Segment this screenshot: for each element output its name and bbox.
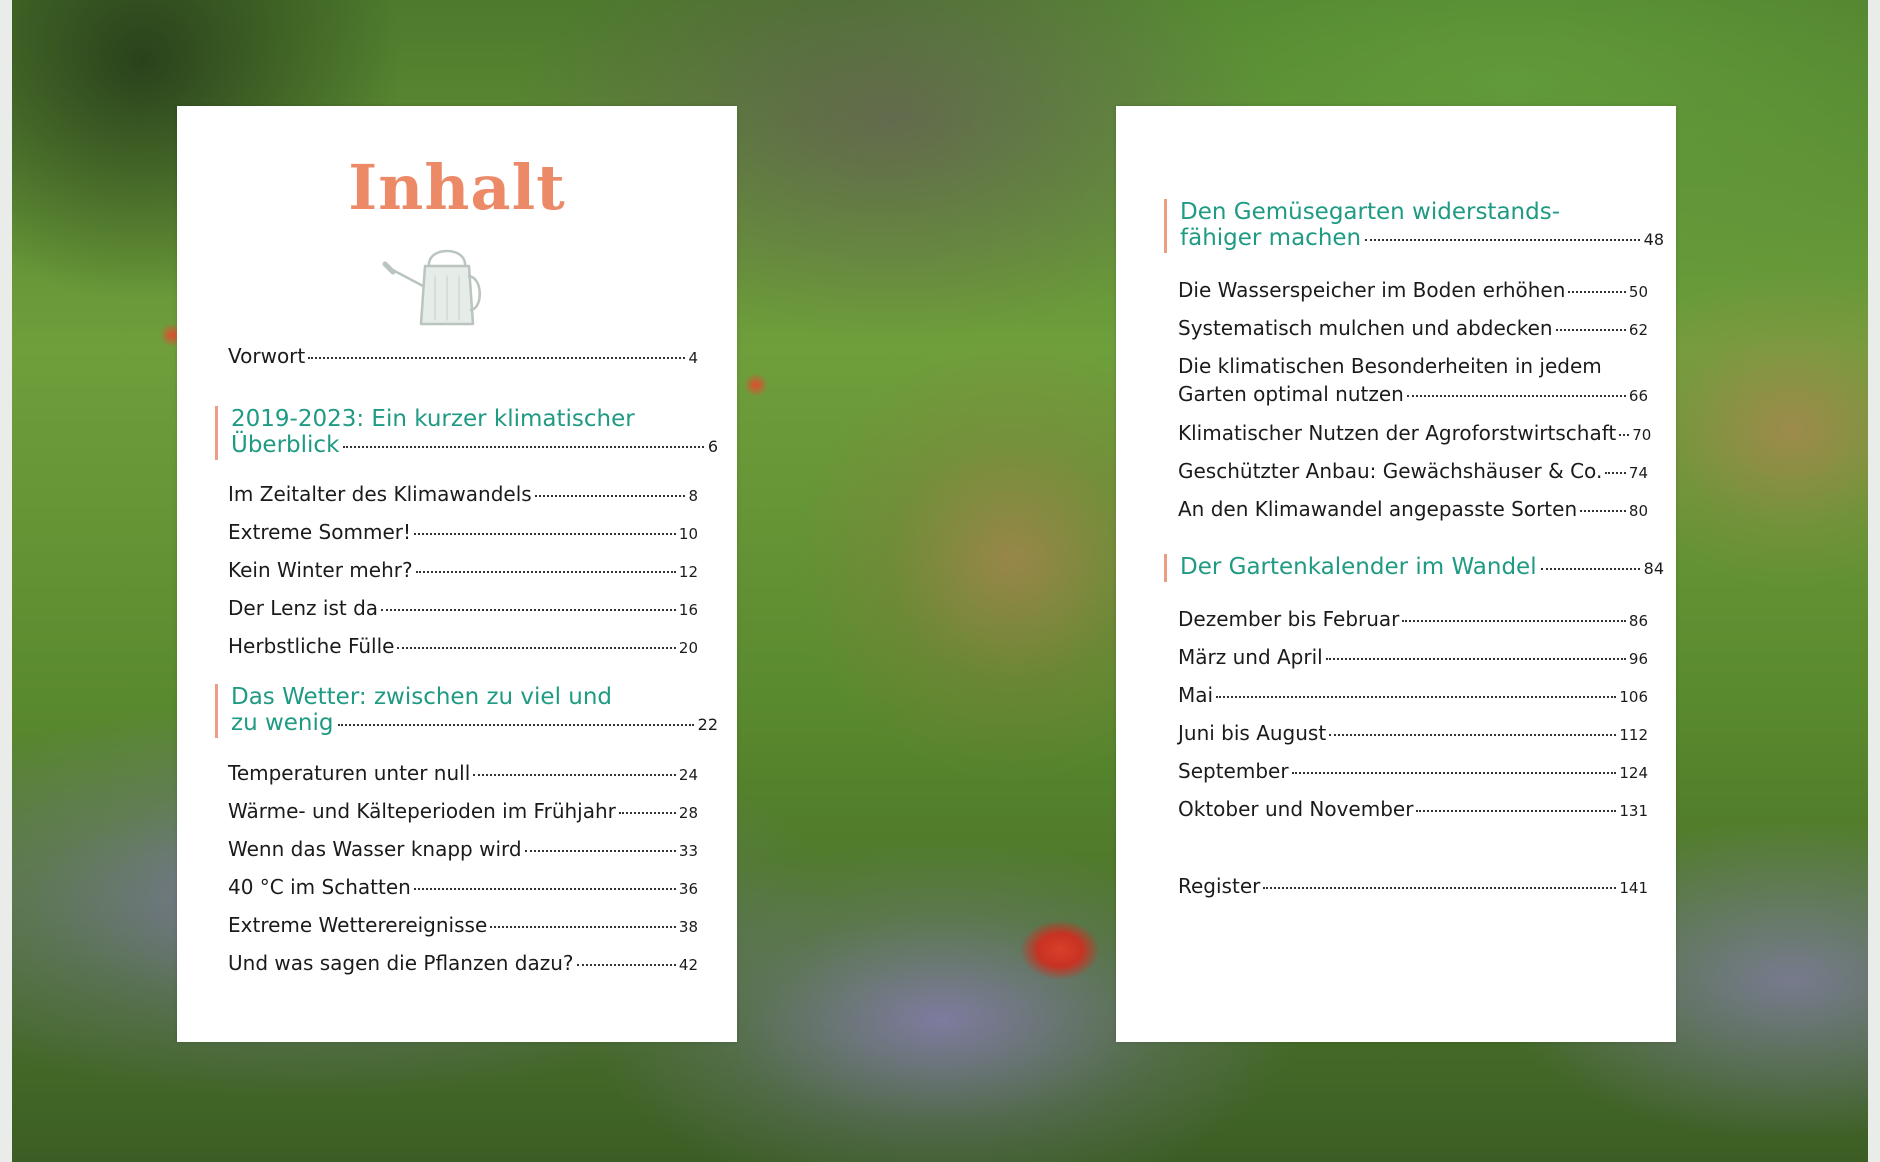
toc-entry[interactable]: Und was sagen die Pflanzen dazu? 42 bbox=[228, 951, 698, 975]
chapter-title-line2: Überblick bbox=[231, 432, 340, 458]
toc-entry[interactable]: Temperaturen unter null 24 bbox=[228, 761, 698, 785]
toc-entry[interactable]: Herbstliche Fülle 20 bbox=[228, 634, 698, 658]
toc-chapter-heading[interactable] bbox=[215, 684, 718, 738]
chapter-title-line2: zu wenig bbox=[231, 710, 334, 736]
toc-entry[interactable]: Klimatischer Nutzen der Agroforstwirtschaft 70 bbox=[1178, 421, 1652, 445]
toc-entry[interactable]: Mai 106 bbox=[1178, 683, 1648, 707]
chapter-title-line1: 2019-2023: Ein kurzer klimatischer bbox=[231, 406, 635, 432]
chapter-page-number: 84 bbox=[1643, 559, 1664, 578]
toc-right-page bbox=[1116, 106, 1676, 1042]
toc-entry[interactable]: September 124 bbox=[1178, 759, 1648, 783]
toc-entry[interactable]: Die Wasserspeicher im Boden erhöhen 50 bbox=[1178, 278, 1648, 302]
toc-entry[interactable]: Wärme- und Kälteperioden im Frühjahr 28 bbox=[228, 799, 698, 823]
toc-entry[interactable]: Wenn das Wasser knapp wird 33 bbox=[228, 837, 698, 861]
toc-entry[interactable]: Im Zeitalter des Klimawandels 8 bbox=[228, 482, 698, 506]
toc-entry[interactable]: Juni bis August 112 bbox=[1178, 721, 1648, 745]
toc-chapter-heading[interactable] bbox=[1164, 554, 1664, 582]
watering-can-icon bbox=[377, 236, 487, 336]
toc-entry[interactable]: Register 141 bbox=[1178, 874, 1648, 898]
chapter-page-number: 22 bbox=[697, 715, 718, 734]
chapter-page-number: 48 bbox=[1643, 230, 1664, 249]
toc-entry[interactable]: Geschützter Anbau: Gewächshäuser & Co. 74 bbox=[1178, 459, 1648, 483]
toc-entry[interactable]: Vorwort 4 bbox=[228, 344, 698, 368]
toc-chapter-heading[interactable] bbox=[215, 406, 718, 460]
chapter-title-line1: Das Wetter: zwischen zu viel und bbox=[231, 684, 613, 710]
toc-left-page bbox=[177, 106, 737, 1042]
chapter-title-line1: Den Gemüsegarten widerstands- bbox=[1180, 199, 1561, 225]
toc-entry[interactable]: März und April 96 bbox=[1178, 645, 1648, 669]
toc-entry[interactable]: Extreme Sommer! 10 bbox=[228, 520, 698, 544]
toc-chapter-heading[interactable] bbox=[1164, 199, 1664, 253]
toc-entry[interactable]: Kein Winter mehr? 12 bbox=[228, 558, 698, 582]
page-title: Inhalt bbox=[348, 151, 566, 224]
toc-entry[interactable]: Systematisch mulchen und abdecken 62 bbox=[1178, 316, 1648, 340]
garden-background-photo bbox=[12, 0, 1868, 1162]
toc-entry[interactable]: Die klimatischen Besonderheiten in jedem Garten optimal nutzen 66 bbox=[1178, 354, 1648, 406]
chapter-page-number: 6 bbox=[707, 437, 718, 456]
toc-entry[interactable]: 40 °C im Schatten 36 bbox=[228, 875, 698, 899]
toc-entry[interactable]: Dezember bis Februar 86 bbox=[1178, 607, 1648, 631]
toc-entry[interactable]: Extreme Wetterereignisse 38 bbox=[228, 913, 698, 937]
chapter-title-line2: fähiger machen bbox=[1180, 225, 1362, 251]
toc-entry[interactable]: An den Klimawandel angepasste Sorten 80 bbox=[1178, 497, 1648, 521]
toc-entry[interactable]: Der Lenz ist da 16 bbox=[228, 596, 698, 620]
toc-entry[interactable]: Oktober und November 131 bbox=[1178, 797, 1648, 821]
chapter-title: Der Gartenkalender im Wandel bbox=[1180, 554, 1537, 580]
